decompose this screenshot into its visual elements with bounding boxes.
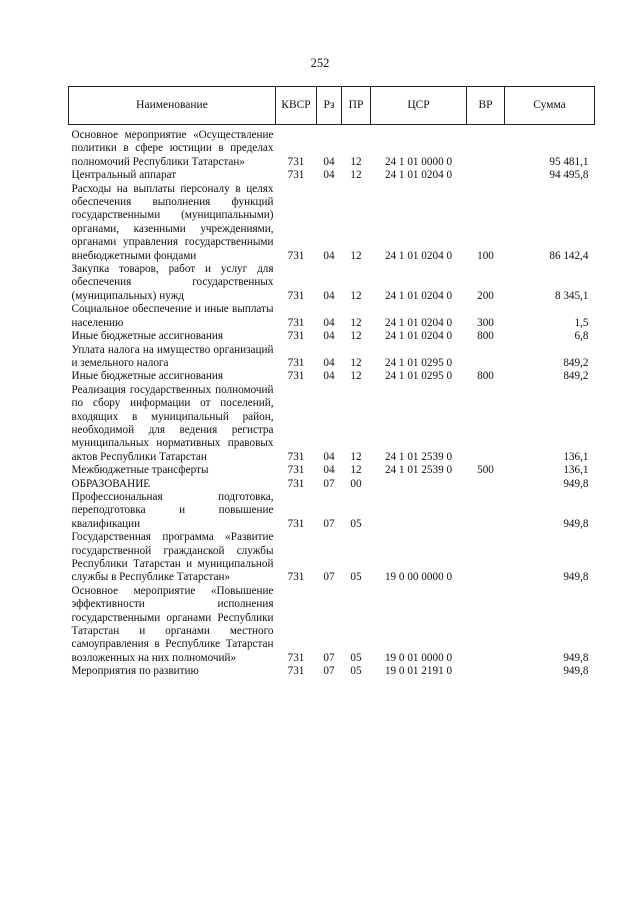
cell-sum: 949,8: [563, 571, 589, 584]
cell-vr: [467, 665, 505, 678]
table-row: [69, 169, 595, 182]
table-row: [69, 478, 595, 491]
cell-pr: 00: [350, 477, 362, 490]
cell-kvsr: 731: [287, 316, 305, 329]
cell-kvsr: 731: [287, 477, 305, 490]
table-row: [69, 303, 595, 330]
cell-kvsr: 731: [287, 330, 305, 343]
cell-csr: 24 1 01 0204 0: [384, 289, 453, 302]
cell-pr: 12: [350, 356, 362, 369]
cell-vr: [467, 344, 505, 371]
cell-sum: 86 142,4: [549, 249, 589, 262]
cell-rz: 04: [323, 450, 335, 463]
cell-pr: 05: [350, 651, 362, 664]
cell-pr: 05: [350, 517, 362, 530]
cell-csr: 24 1 01 0000 0: [384, 155, 453, 168]
cell-rz: 07: [323, 651, 335, 664]
cell-kvsr: 731: [287, 517, 305, 530]
cell-vr: 500: [477, 464, 494, 477]
cell-vr: [467, 478, 505, 491]
cell-vr: [467, 491, 505, 531]
cell-rz: 04: [323, 370, 335, 383]
cell-sum: 949,8: [563, 477, 589, 490]
cell-kvsr: 731: [287, 249, 305, 262]
cell-vr: 200: [477, 289, 494, 302]
table-row: [69, 370, 595, 383]
cell-kvsr: 731: [287, 169, 305, 182]
page-number: 252: [310, 56, 330, 70]
cell-csr: 24 1 01 0204 0: [384, 249, 453, 262]
cell-rz: 04: [323, 289, 335, 302]
cell-kvsr: 731: [287, 665, 305, 678]
cell-rz: 04: [323, 356, 335, 369]
cell-sum: 136,1: [563, 464, 589, 477]
cell-pr: 12: [350, 289, 362, 302]
cell-rz: 04: [323, 330, 335, 343]
cell-csr: 19 0 01 2191 0: [384, 665, 453, 678]
cell-name: Мероприятия по развитию: [71, 665, 199, 678]
cell-pr: 12: [350, 316, 362, 329]
cell-csr: 24 1 01 0204 0: [384, 330, 453, 343]
header-sum: Сумма: [505, 87, 595, 125]
budget-table: [68, 86, 595, 679]
table-row: [69, 344, 595, 371]
cell-pr: 05: [350, 665, 362, 678]
cell-vr: 300: [477, 316, 494, 329]
cell-sum: 949,8: [563, 665, 589, 678]
table-row: [69, 464, 595, 477]
cell-sum: 949,8: [563, 651, 589, 664]
cell-rz: 04: [323, 169, 335, 182]
cell-kvsr: 731: [287, 289, 305, 302]
cell-csr: 19 0 00 0000 0: [384, 571, 453, 584]
cell-rz: 04: [323, 464, 335, 477]
cell-sum: 136,1: [563, 450, 589, 463]
cell-vr: [467, 531, 505, 585]
cell-name: Центральный аппарат: [71, 169, 177, 182]
cell-pr: 12: [350, 155, 362, 168]
table-row: [69, 585, 595, 665]
header-kvsr: КВСР: [276, 87, 317, 125]
cell-name: Уплата налога на имущество организаций и земельного налога: [71, 343, 274, 369]
cell-csr: 24 1 01 2539 0: [384, 464, 453, 477]
cell-kvsr: 731: [287, 651, 305, 664]
table-row: [69, 183, 595, 263]
cell-name: Закупка товаров, работ и услуг для обеспечения государственных (муниципальных) нужд: [71, 263, 274, 302]
header-rz: Рз: [317, 87, 342, 125]
cell-pr: 12: [350, 169, 362, 182]
header-pr: ПР: [342, 87, 371, 125]
cell-csr: 24 1 01 2539 0: [384, 450, 453, 463]
cell-pr: 12: [350, 450, 362, 463]
cell-sum: 849,2: [563, 356, 589, 369]
cell-csr: [371, 491, 467, 531]
cell-name: Социальное обеспечение и иные выплаты населению: [71, 303, 274, 329]
cell-sum: 95 481,1: [549, 155, 589, 168]
table-row: [69, 384, 595, 464]
header-name: Наименование: [69, 87, 276, 125]
table-header: [69, 87, 595, 125]
cell-csr: 24 1 01 0295 0: [384, 370, 453, 383]
cell-vr: [467, 585, 505, 665]
table-body: [69, 125, 595, 679]
cell-csr: 24 1 01 0295 0: [384, 356, 453, 369]
cell-pr: 12: [350, 330, 362, 343]
cell-kvsr: 731: [287, 464, 305, 477]
cell-rz: 04: [323, 155, 335, 168]
cell-rz: 07: [323, 477, 335, 490]
header-vr: ВР: [467, 87, 505, 125]
table-row: [69, 531, 595, 585]
cell-name: Расходы на выплаты персоналу в целях обеспечения выполнения функций государственными (муниципальными) органами, казенными учреждениями, органами управления государственными внебюджетными фондами: [71, 182, 274, 262]
cell-name: Межбюджетные трансферты: [71, 464, 209, 477]
cell-rz: 04: [323, 249, 335, 262]
cell-rz: 04: [323, 316, 335, 329]
cell-kvsr: 731: [287, 155, 305, 168]
cell-pr: 12: [350, 464, 362, 477]
cell-kvsr: 731: [287, 571, 305, 584]
cell-sum: 1,5: [574, 316, 589, 329]
cell-name: Реализация государственных полномочий по сбору информации от поселений, входящих в муниципальный район, необходимой для ведения регистра муниципальных нормативных правовых актов Республики Татарстан: [71, 383, 274, 463]
cell-vr: [467, 125, 505, 170]
cell-rz: 07: [323, 571, 335, 584]
cell-name: Иные бюджетные ассигнования: [71, 370, 223, 383]
cell-name: Иные бюджетные ассигнования: [71, 330, 223, 343]
cell-name: ОБРАЗОВАНИЕ: [71, 477, 151, 490]
table-row: [69, 263, 595, 303]
cell-name: Основное мероприятие «Повышение эффективности исполнения государственными органами Республики Татарстан и органами местного самоуправления в Республике Татарстан возложенных на них полномочий»: [71, 584, 274, 664]
cell-name: Основное мероприятие «Осуществление политики в сфере юстиции в пределах полномочий Республики Татарстан»: [71, 129, 274, 168]
cell-pr: 12: [350, 370, 362, 383]
cell-rz: 07: [323, 665, 335, 678]
cell-pr: 12: [350, 249, 362, 262]
table-row: [69, 491, 595, 531]
header-csr: ЦСР: [371, 87, 467, 125]
cell-pr: 05: [350, 571, 362, 584]
cell-sum: 849,2: [563, 370, 589, 383]
cell-kvsr: 731: [287, 370, 305, 383]
table-row: [69, 665, 595, 678]
cell-vr: 800: [477, 330, 494, 343]
table-row: [69, 330, 595, 343]
cell-kvsr: 731: [287, 450, 305, 463]
cell-kvsr: 731: [287, 356, 305, 369]
cell-csr: 24 1 01 0204 0: [384, 316, 453, 329]
cell-vr: 100: [477, 249, 494, 262]
cell-vr: [467, 384, 505, 464]
cell-sum: 8 345,1: [554, 289, 589, 302]
cell-rz: 07: [323, 517, 335, 530]
cell-sum: 94 495,8: [549, 169, 589, 182]
cell-sum: 6,8: [574, 330, 589, 343]
cell-csr: 19 0 01 0000 0: [384, 651, 453, 664]
cell-name: Профессиональная подготовка, переподготовка и повышение квалификации: [71, 490, 274, 530]
cell-vr: [467, 169, 505, 182]
cell-name: Государственная программа «Развитие государственной гражданской службы Республики Татарстан и муниципальной службы в Республике Татарстан»: [71, 531, 274, 584]
cell-sum: 949,8: [563, 517, 589, 530]
cell-vr: 800: [477, 370, 494, 383]
cell-csr: [371, 478, 467, 491]
table-row: [69, 125, 595, 170]
cell-csr: 24 1 01 0204 0: [384, 169, 453, 182]
